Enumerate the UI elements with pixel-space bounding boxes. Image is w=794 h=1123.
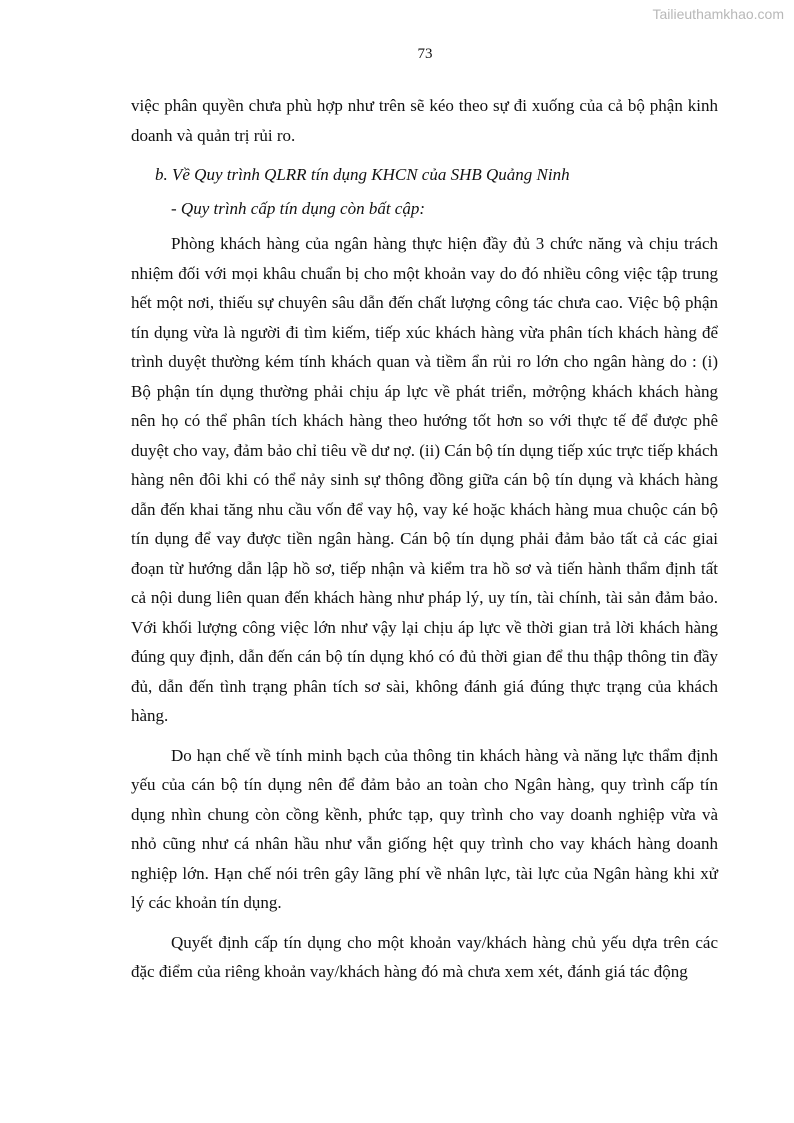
section-heading: b. Về Quy trình QLRR tín dụng KHCN của SHB Quảng Ninh xyxy=(155,165,570,184)
watermark: Tailieuthamkhao.com xyxy=(652,6,784,22)
page-number: 73 xyxy=(417,46,433,62)
page-content xyxy=(131,91,718,987)
sub-heading: - Quy trình cấp tín dụng còn bất cập: xyxy=(171,198,426,218)
paragraph-credit-process: Phòng khách hàng của ngân hàng thực hiện đầy đủ 3 chức năng và chịu trách nhiệm đối với mọi khâu chuẩn bị cho một khoản vay do đó nhiều công việc tập trung hết một nơi, thiếu sự chuyên sâu dẫn đến chất lượng công tác chưa cao. Việc bộ phận tín dụng vừa là người đi tìm kiếm, tiếp xúc khách hàng vừa phân tích khách hàng để trình duyệt thường kém tính khách quan và tiềm ẩn rủi ro lớn cho ngân hàng do : (i) Bộ phận tín dụng thường phải chịu áp lực về phát triển, mởrộng khách khách hàng nên họ có thể phân tích khách hàng theo hướng tốt hơn so với thực tế để được phê duyệt cho vay, đảm bảo chỉ tiêu về dư nợ. (ii) Cán bộ tín dụng tiếp xúc trực tiếp khách hàng nên đôi khi có thể nảy sinh sự thông đồng giữa cán bộ tín dụng và khách hàng dẫn đến khai tăng nhu cầu vốn để vay hộ, vay ké hoặc khách hàng mua chuộc cán bộ tín dụng để vay được tiền ngân hàng. Cán bộ tín dụng phải đảm bảo tất cả các giai đoạn từ hướng dẫn lập hồ sơ, tiếp nhận và kiểm tra hồ sơ và tiến hành thẩm định tất cả nội dung liên quan đến khách hàng như pháp lý, uy tín, tài chính, tài sản đảm bảo. Với khối lượng công việc lớn như vậy lại chịu áp lực về thời gian trả lời khách hàng đúng quy định, dẫn đến cán bộ tín dụng khó có đủ thời gian để thu thập thông tin đầy đủ, dẫn đến tình trạng phân tích sơ sài, không đánh giá đúng thực trạng của khách hàng. xyxy=(131,234,718,725)
paragraph-transparency: Do hạn chế về tính minh bạch của thông tin khách hàng và năng lực thẩm định yếu của cán bộ tín dụng nên để đảm bảo an toàn cho Ngân hàng, quy trình cấp tín dụng nhìn chung còn cồng kềnh, phức tạp, quy trình cho vay doanh nghiệp vừa và nhỏ cũng như cá nhân hầu như vẫn giống hệt quy trình cho vay khách hàng doanh nghiệp lớn. Hạn chế nói trên gây lãng phí về nhân lực, tài lực của Ngân hàng khi xử lý các khoản tín dụng. xyxy=(131,745,718,912)
paragraph-continuation: việc phân quyền chưa phù hợp như trên sẽ kéo theo sự đi xuống của cả bộ phận kinh doanh và quản trị rủi ro. xyxy=(131,96,718,145)
paragraph-credit-decision: Quyết định cấp tín dụng cho một khoản vay/khách hàng chủ yếu dựa trên các đặc điểm của riêng khoản vay/khách hàng đó mà chưa xem xét, đánh giá tác động xyxy=(131,932,718,981)
